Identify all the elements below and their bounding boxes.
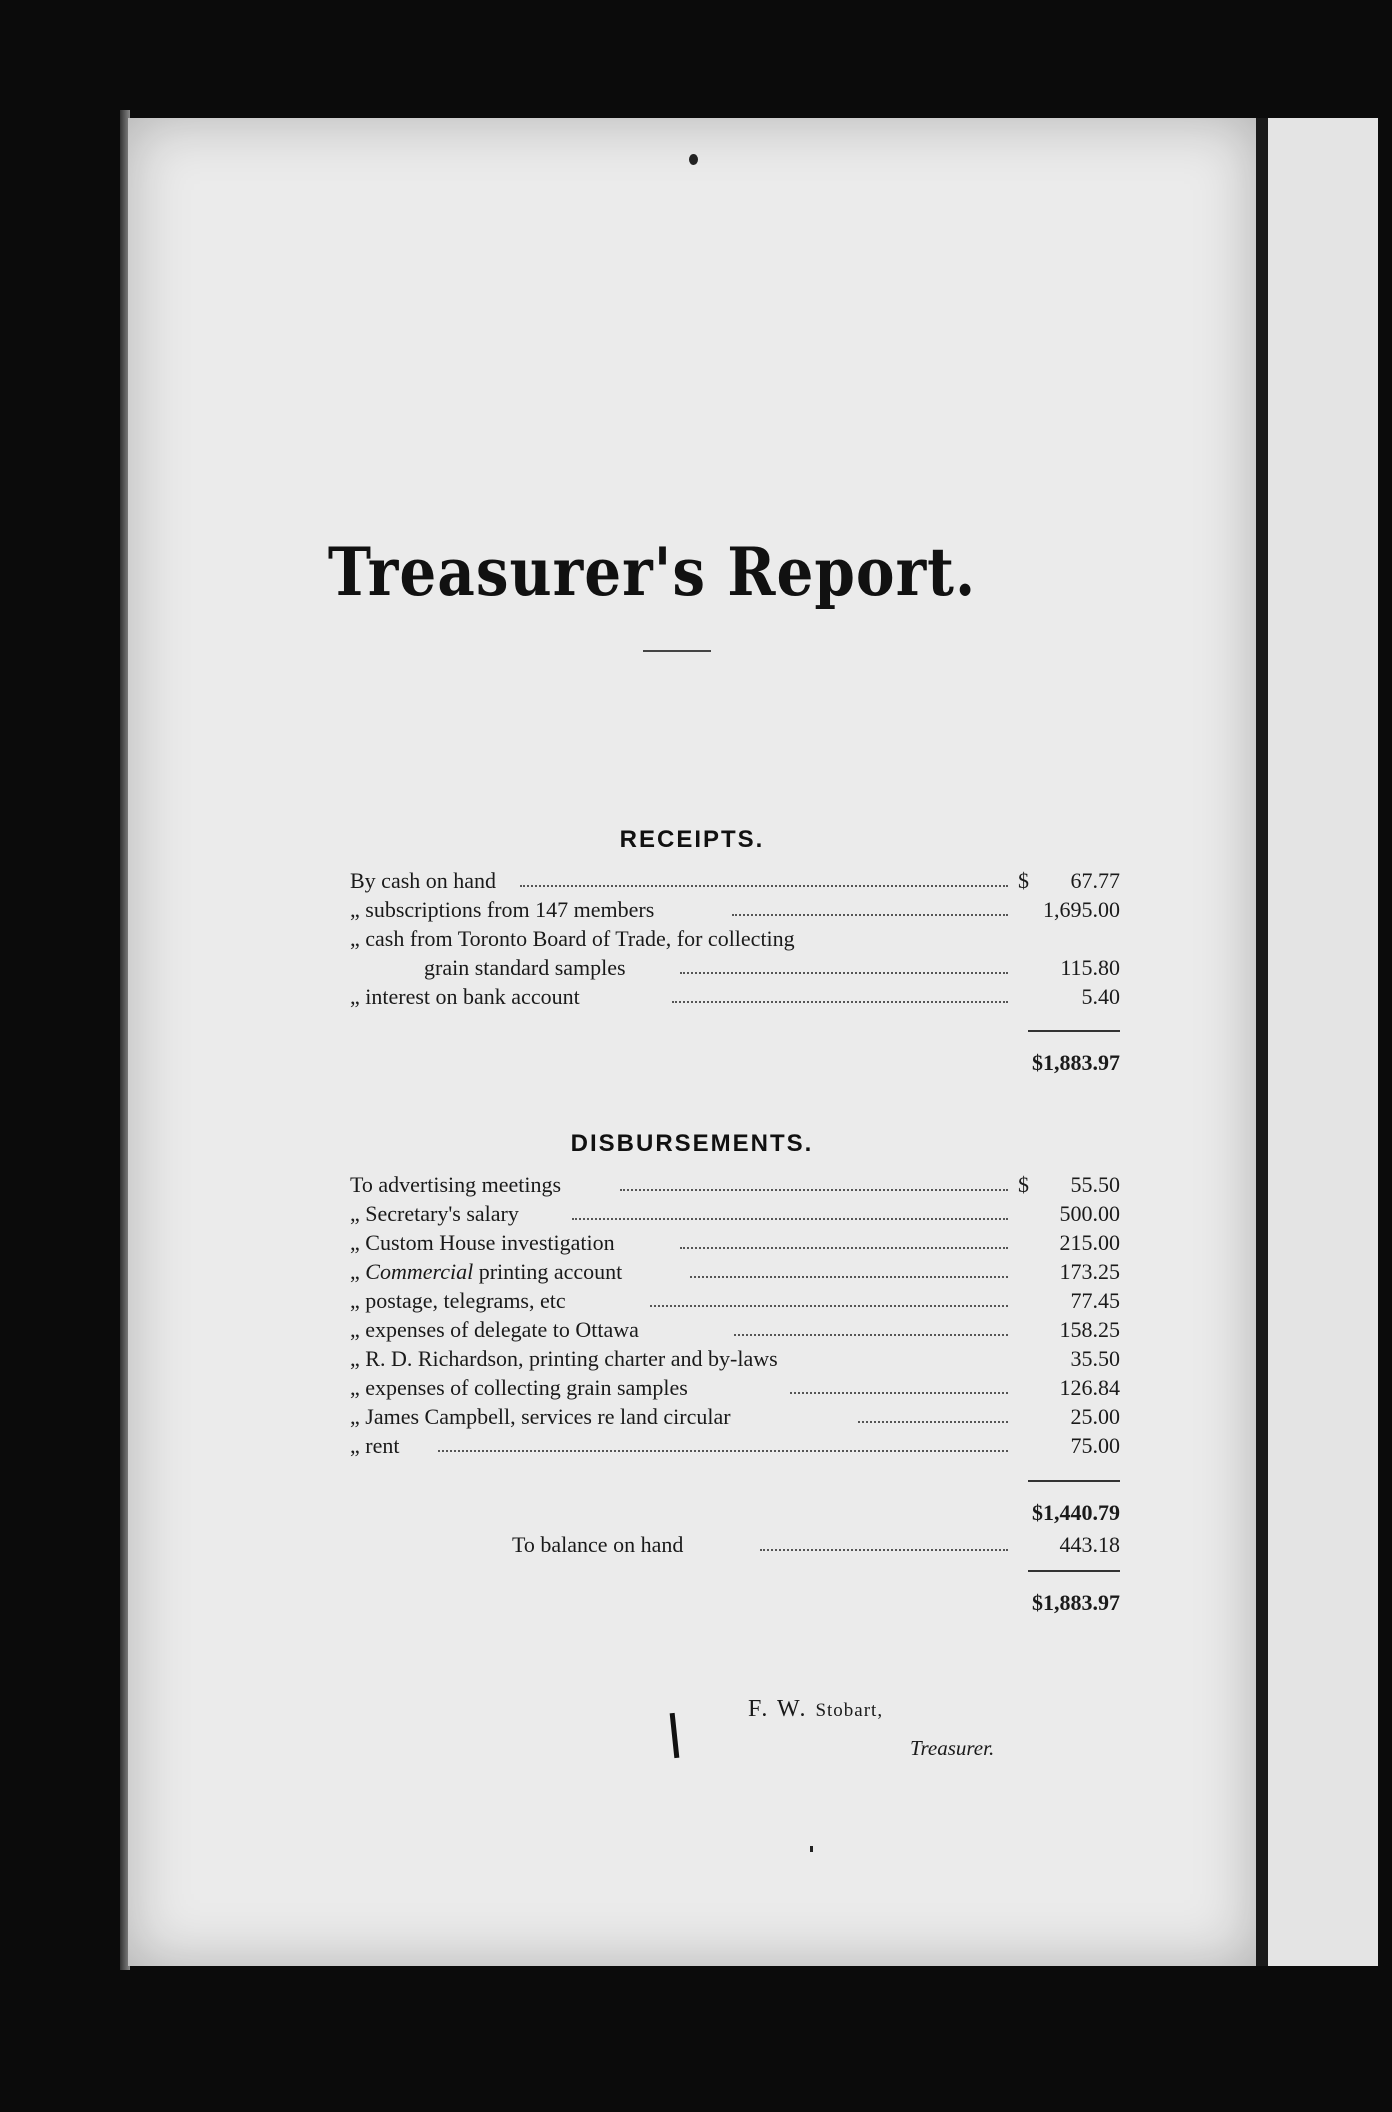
disbursement-row xyxy=(350,1286,1120,1315)
document-page xyxy=(128,118,1256,1966)
ink-dot xyxy=(689,154,698,165)
balance-row xyxy=(350,1530,1120,1559)
receipt-row xyxy=(350,953,1120,982)
disbursement-amount: 75.00 xyxy=(1070,1433,1120,1458)
balance-label: To balance on hand xyxy=(512,1532,684,1557)
receipt-row xyxy=(350,924,1120,953)
disbursement-label: To advertising meetings xyxy=(350,1172,562,1197)
currency-sign: $ xyxy=(1018,1172,1029,1197)
leader-dots xyxy=(734,1334,1008,1336)
disbursement-amount: 500.00 xyxy=(1059,1201,1120,1226)
disbursement-label: „ expenses of delegate to Ottawa xyxy=(350,1317,639,1342)
commercial-italic: Commercial xyxy=(365,1259,474,1284)
leader-dots xyxy=(672,1001,1008,1003)
ink-blot xyxy=(670,1713,680,1758)
receipt-label: „ subscriptions from 147 members xyxy=(350,897,655,922)
receipt-amount: 67.77 xyxy=(1070,868,1120,893)
leader-dots xyxy=(572,1218,1008,1220)
disbursement-amount: 215.00 xyxy=(1059,1230,1120,1255)
disbursement-amount: 55.50 xyxy=(1070,1172,1120,1197)
disbursement-amount: 25.00 xyxy=(1070,1404,1120,1429)
receipts-heading: RECEIPTS. xyxy=(619,826,765,853)
disbursement-amount: 35.50 xyxy=(1070,1346,1120,1371)
balance-amount: 443.18 xyxy=(1059,1532,1120,1557)
receipts-ledger xyxy=(350,866,1120,1011)
leader-dots xyxy=(732,914,1008,916)
receipt-amount: 5.40 xyxy=(1081,984,1120,1009)
receipt-row xyxy=(350,895,1120,924)
disbursement-amount: 158.25 xyxy=(1059,1317,1120,1342)
disbursement-row xyxy=(350,1257,1120,1286)
disbursement-row xyxy=(350,1315,1120,1344)
leader-dots xyxy=(680,972,1008,974)
disbursement-label: „ R. D. Richardson, printing charter and by-laws xyxy=(350,1346,778,1371)
signature-surname: Stobart, xyxy=(815,1700,884,1721)
receipt-amount: 1,695.00 xyxy=(1043,897,1120,922)
label-rest: printing account xyxy=(473,1259,623,1284)
receipt-label: „ interest on bank account xyxy=(350,984,580,1009)
receipt-amount: 115.80 xyxy=(1060,955,1120,980)
signature-initials: F. W. xyxy=(748,1696,808,1722)
page-title: Treasurer's Report. xyxy=(327,532,977,612)
currency-sign: $ xyxy=(1018,868,1029,893)
signature-role: Treasurer. xyxy=(910,1736,995,1760)
disbursement-label: „ rent xyxy=(350,1433,400,1458)
leader-dots xyxy=(690,1276,1008,1278)
leader-dots xyxy=(520,885,1008,887)
disbursement-label: „ Secretary's salary xyxy=(350,1201,519,1226)
disbursements-ledger xyxy=(350,1170,1120,1460)
signature-name xyxy=(748,1696,883,1723)
disbursements-subtotal: $1,440.79 xyxy=(1032,1500,1120,1525)
balance-line xyxy=(350,1530,1120,1559)
leader-dots xyxy=(620,1189,1008,1191)
disbursement-label: „ Custom House investigation xyxy=(350,1230,615,1255)
adjacent-page-edge xyxy=(1268,118,1378,1966)
grand-total-rule xyxy=(1028,1570,1120,1572)
leader-dots xyxy=(858,1421,1008,1423)
disbursement-row xyxy=(350,1402,1120,1431)
disbursement-row xyxy=(350,1373,1120,1402)
ditto-mark: „ xyxy=(350,1259,366,1284)
disbursements-heading: DISBURSEMENTS. xyxy=(570,1130,814,1157)
leader-dots xyxy=(760,1549,1008,1551)
leader-dots xyxy=(680,1247,1008,1249)
leader-dots xyxy=(650,1305,1008,1307)
disbursement-label: „ expenses of collecting grain samples xyxy=(350,1375,688,1400)
disbursement-amount: 77.45 xyxy=(1070,1288,1120,1313)
receipts-total: $1,883.97 xyxy=(1032,1050,1120,1075)
disbursement-amount: 126.84 xyxy=(1059,1375,1120,1400)
receipt-label: grain standard samples xyxy=(424,955,626,980)
disbursement-row xyxy=(350,1431,1120,1460)
disbursement-row xyxy=(350,1344,1120,1373)
ink-speck xyxy=(810,1846,813,1852)
leader-dots xyxy=(790,1392,1008,1394)
disbursement-amount: 173.25 xyxy=(1059,1259,1120,1284)
receipt-label: By cash on hand xyxy=(350,868,497,893)
disbursements-total: $1,883.97 xyxy=(1032,1590,1120,1615)
disbursement-row xyxy=(350,1228,1120,1257)
receipt-row xyxy=(350,866,1120,895)
disbursement-row xyxy=(350,1170,1120,1199)
disbursement-label: „ James Campbell, services re land circular xyxy=(350,1404,731,1429)
disbursement-label: „ postage, telegrams, etc xyxy=(350,1288,566,1313)
leader-dots xyxy=(438,1450,1008,1452)
receipts-total-rule xyxy=(1028,1030,1120,1032)
page-gap xyxy=(1256,118,1268,1966)
disbursements-subtotal-rule xyxy=(1028,1480,1120,1482)
receipt-label: „ cash from Toronto Board of Trade, for collecting xyxy=(350,926,795,951)
title-divider xyxy=(643,650,711,652)
disbursement-label xyxy=(350,1257,622,1286)
disbursement-row xyxy=(350,1199,1120,1228)
receipt-row xyxy=(350,982,1120,1011)
